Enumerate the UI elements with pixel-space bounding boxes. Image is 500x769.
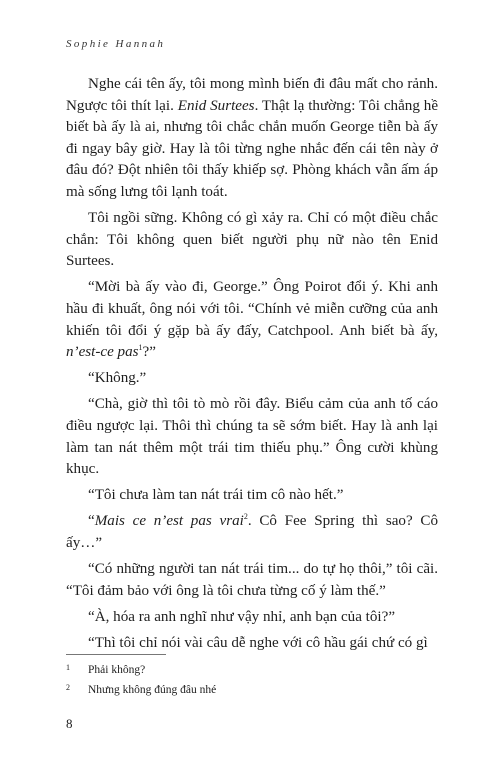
paragraph [66,277,438,363]
text-span: “ [88,513,95,530]
paragraph [66,607,438,629]
paragraph [66,559,438,602]
footnote-ref: 2 [243,512,248,522]
footnote [66,680,216,700]
text-span: “Tôi chưa làm tan nát trái tim cô nào hết.” [88,487,344,504]
text-span: “Không.” [88,370,147,387]
text-span: . Thật lạ thường: Tôi chẳng hề biết bà ấy là ai, nhưng tôi chắc chắn muốn George tiễn bà ấy đi ngay bây giờ. Hay là tôi từng nghe nhắc đến cái tên này ở đâu đó? Đột nhiên tôi thấy khiếp sợ. Phòng khách vẫn ấm áp mà sống lưng tôi lạnh toát. [66,97,439,200]
paragraph [66,74,438,204]
text-span: “Mời bà ấy vào đi, George.” Ông Poirot đổi ý. Khi anh hầu đi khuất, ông nói với tôi. “Chính vẻ miễn cưỡng của anh khiến tôi đổi ý gặp bà ấy đấy, Catchpool. Anh biết bà ấy, [66,279,438,339]
main-text [66,74,438,659]
footnote-divider [66,654,166,655]
running-header-author: Sophie Hannah [66,38,166,50]
text-span: “Có những người tan nát trái tim... do tự họ thôi,” tôi cãi. “Tôi đảm bảo với ông là tôi chưa từng cố ý làm thế.” [66,560,438,599]
paragraph [66,485,438,507]
footnote [66,660,216,680]
text-span: “Chà, giờ thì tôi tò mò rồi đây. Biểu cảm của anh tố cáo điều ngược lại. Thôi thì chúng ta sẽ sớm biết. Hay là anh lại làm tan nát thêm một trái tim thiếu phụ.” Ông cười khùng khục. [66,396,438,478]
paragraph [66,208,438,273]
footnotes [66,660,216,700]
text-span: “À, hóa ra anh nghĩ như vậy nhỉ, anh bạn của tôi?” [88,608,396,625]
paragraph [66,394,438,480]
text-span: Tôi ngồi sững. Không có gì xảy ra. Chỉ có một điều chắc chắn: Tôi không quen biết người phụ nữ nào tên Enid Surtees. [66,210,438,270]
footnote-number: 1 [66,663,70,672]
footnote-text: Nhưng không đúng đâu nhé [88,684,217,696]
paragraph [66,368,438,390]
text-span: ?” [142,344,156,361]
paragraph [66,511,438,554]
paragraph [66,633,438,655]
italic-text: n’est-ce pas [66,344,139,361]
text-span: Nghe cái tên ấy, tôi mong mình biến đi đâu mất cho rảnh. Ngược tôi thít lại. [66,76,438,114]
page-number: 8 [66,716,73,731]
footnote-text: Phải không? [88,664,146,676]
footnote-ref: 1 [138,343,143,353]
italic-text: Enid Surtees [177,97,255,114]
italic-text: Mais ce n’est pas vrai [94,513,244,530]
text-span: . Cô Fee Spring thì sao? Cô ấy…” [66,513,438,551]
footnote-number: 2 [66,683,70,692]
text-span: “Thì tôi chỉ nói vài câu dễ nghe với cô hầu gái chứ có gì [88,634,428,651]
